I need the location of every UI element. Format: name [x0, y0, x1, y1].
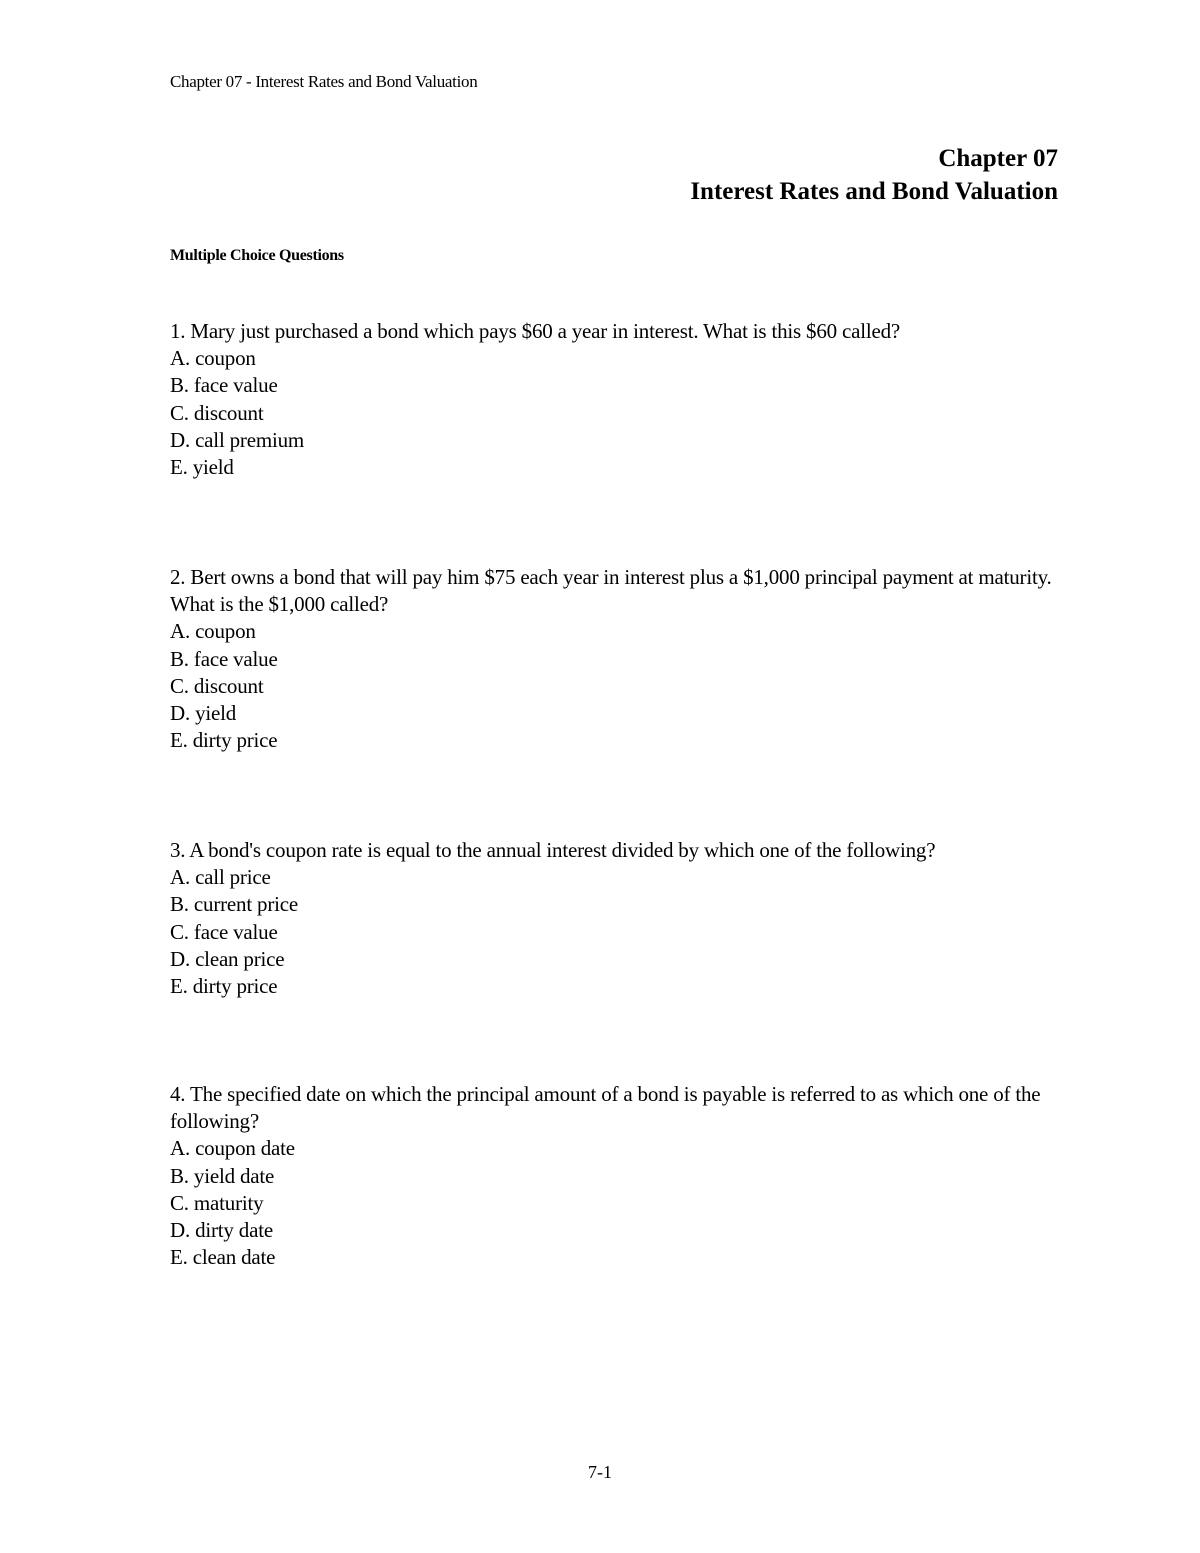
answer-option-d: D. clean price: [170, 946, 285, 971]
answer-option-b: B. current price: [170, 892, 298, 917]
answer-option-b: B. yield date: [170, 1163, 275, 1188]
answer-option-c: C. face value: [170, 919, 278, 944]
answer-option-a: A. coupon: [170, 619, 256, 644]
question-stem: 2. Bert owns a bond that will pay him $75 each year in interest plus a $1,000 principal payment at maturity. What is the $1,000 called?: [170, 565, 1057, 617]
running-header: Chapter 07 - Interest Rates and Bond Valuation: [170, 72, 478, 91]
question-4: [170, 1081, 1070, 1271]
question-stem: 4. The specified date on which the principal amount of a bond is payable is referred to as which one of the following?: [170, 1082, 1046, 1134]
answer-option-a: A. call price: [170, 865, 271, 890]
answer-option-b: B. face value: [170, 646, 278, 671]
section-title: Multiple Choice Questions: [170, 247, 344, 264]
answer-option-c: C. discount: [170, 673, 264, 698]
answer-option-b: B. face value: [170, 373, 278, 398]
answer-option-d: D. yield: [170, 701, 237, 726]
question-stem: 1. Mary just purchased a bond which pays $60 a year in interest. What is this $60 called?: [170, 319, 901, 343]
answer-option-a: A. coupon date: [170, 1136, 295, 1161]
chapter-number: Chapter 07: [938, 145, 1058, 172]
answer-option-a: A. coupon: [170, 346, 256, 371]
answer-option-e: E. dirty price: [170, 974, 278, 999]
answer-option-c: C. discount: [170, 400, 264, 425]
answer-option-e: E. clean date: [170, 1245, 276, 1270]
answer-option-e: E. dirty price: [170, 728, 278, 753]
chapter-title: Interest Rates and Bond Valuation: [690, 178, 1058, 205]
question-2: [170, 564, 1070, 754]
question-stem: 3. A bond's coupon rate is equal to the annual interest divided by which one of the following?: [170, 838, 936, 862]
page-number: 7-1: [588, 1462, 612, 1482]
answer-option-c: C. maturity: [170, 1190, 264, 1215]
answer-option-e: E. yield: [170, 455, 234, 480]
chapter-heading: [690, 142, 1058, 208]
question-3: [170, 837, 1070, 1000]
question-1: [170, 318, 1070, 481]
answer-option-d: D. dirty date: [170, 1218, 273, 1243]
answer-option-d: D. call premium: [170, 427, 305, 452]
